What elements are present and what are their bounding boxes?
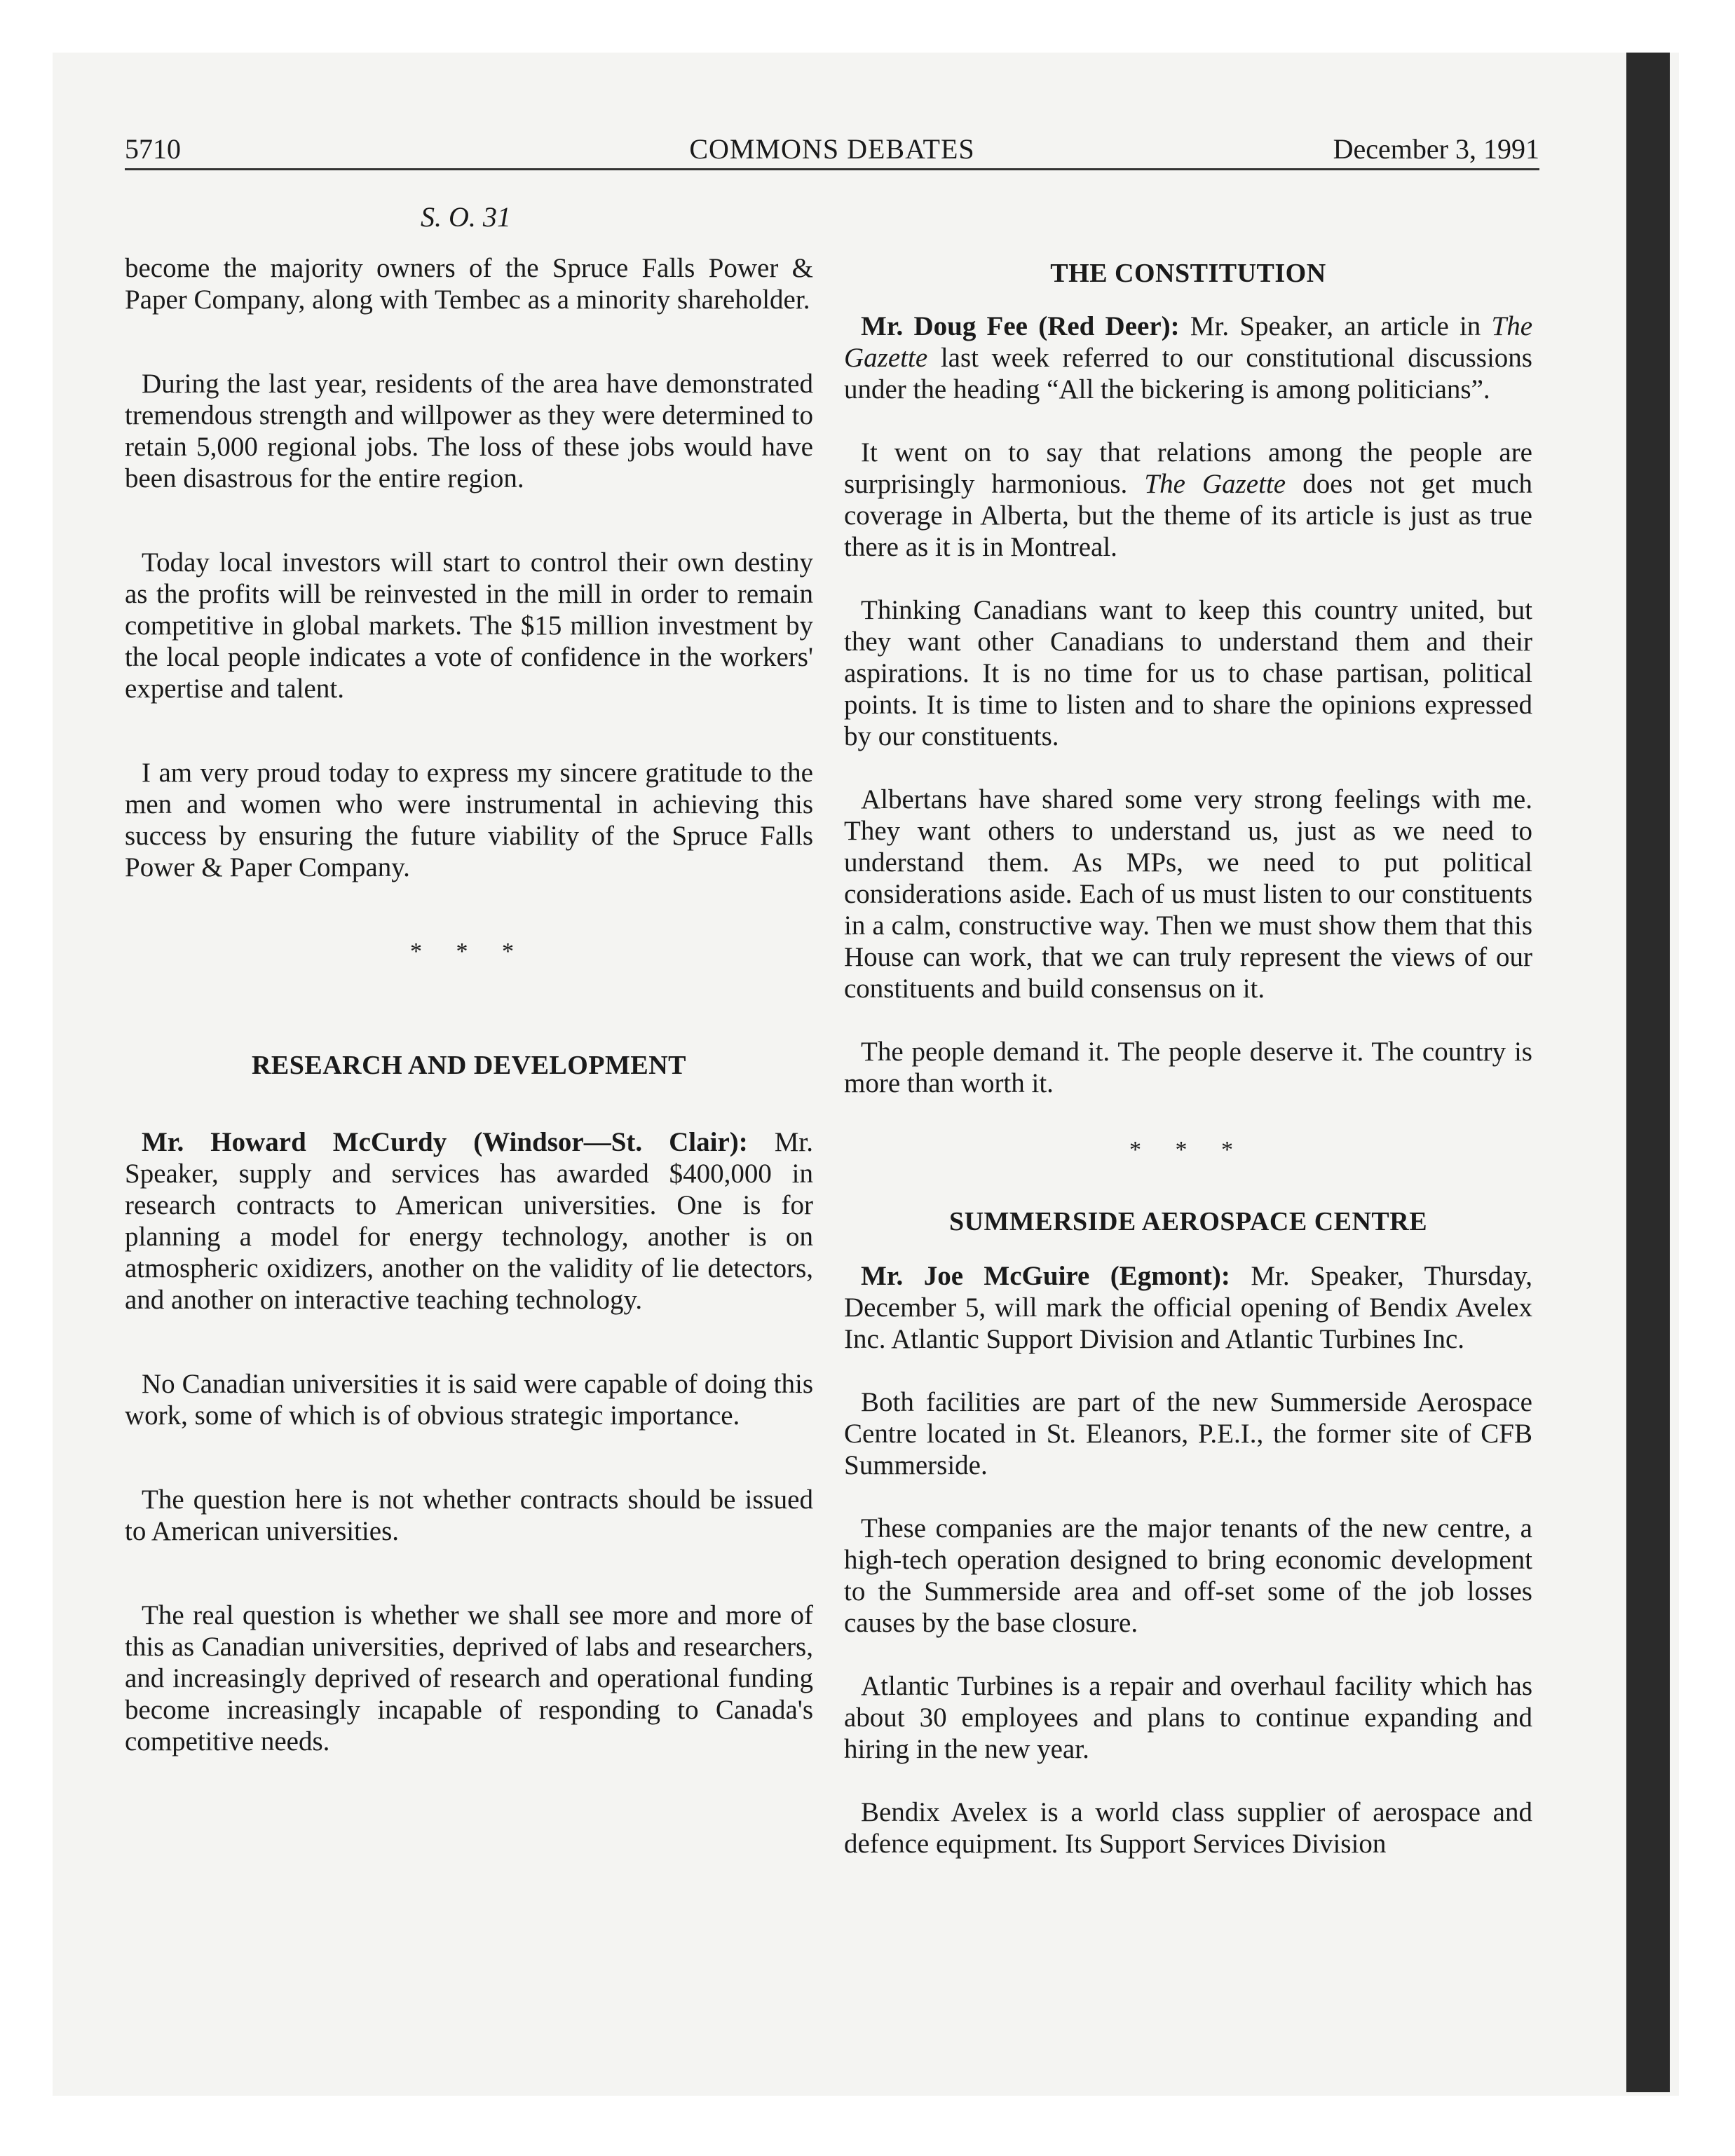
publication-name: The Gazette — [844, 311, 1533, 373]
speaker-name: Mr. Doug Fee (Red Deer): — [861, 311, 1180, 341]
paragraph-text: Mr. Speaker, supply and services has awarded $400,000 in research contracts to American universities. One is for planning a model for energy technology, another is on atmospheric oxidizers, another on the validity of lie detectors, and another on interactive teaching technology. — [125, 1127, 813, 1315]
speaker-name: Mr. Howard McCurdy (Windsor—St. Clair): — [142, 1127, 748, 1157]
paragraph: Today local investors will start to control their own destiny as the profits will be reinvested in the mill in order to remain competitive in global markets. The $15 million investment by the local people indicates a vote of confidence in the workers' expertise and talent. — [125, 547, 813, 704]
section-heading: RESEARCH AND DEVELOPMENT — [251, 1051, 687, 1080]
paragraph-text: does not get much coverage in Alberta, but the theme of its article is just as true there as it is in Montreal. — [844, 469, 1533, 562]
speaker-name: Mr. Joe McGuire (Egmont): — [861, 1261, 1230, 1291]
section-heading: THE CONSTITUTION — [1050, 259, 1326, 288]
paragraph: The real question is whether we shall see more and more of this as Canadian universities, deprived of labs and researchers, and increasingly deprived of research and operational funding become increasingly incapable of responding to Canada's competitive needs. — [125, 1600, 813, 1756]
paragraph-text: last week referred to our constitutional discussions under the heading “All the bickering is among politicians”. — [844, 343, 1532, 404]
header-rule — [125, 168, 1539, 170]
page-header — [125, 130, 1539, 168]
paragraph: I am very proud today to express my sincere gratitude to the men and women who were instrumental in achieving this success by ensuring the future viability of the Spruce Falls Power & Paper Company. — [125, 758, 813, 882]
right-column — [844, 252, 1532, 1860]
section-separator: * * * — [410, 939, 528, 964]
page-number: 5710 — [125, 133, 181, 165]
standing-order-label: S. O. 31 — [421, 201, 511, 233]
paragraph: Both facilities are part of the new Summerside Aerospace Centre located in St. Eleanors, P.E.I., the former site of CFB Summerside. — [844, 1387, 1532, 1480]
paragraph: Albertans have shared some very strong feelings with me. They want others to understand us, just as we need to understand them. As MPs, we need to put political considerations aside. Each of us must listen to our constituents in a calm, constructive way. Then we must show them that this House can work, that we can truly represent the views of our constituents and build consensus on it. — [844, 784, 1532, 1004]
publication-title: COMMONS DEBATES — [689, 133, 975, 165]
paragraph-text: It went on to say that relations among the people are surprisingly harmonious. — [844, 437, 1532, 499]
left-column — [125, 252, 813, 1757]
paragraph-text: Mr. Speaker, an article in — [1190, 311, 1481, 341]
scan-edge-shadow — [1626, 53, 1670, 2092]
paragraph: No Canadian universities it is said were capable of doing this work, some of which is of obvious strategic importance. — [125, 1369, 813, 1431]
paragraph: Bendix Avelex is a world class supplier of aerospace and defence equipment. Its Support Services Division — [844, 1797, 1532, 1859]
paragraph: become the majority owners of the Spruce Falls Power & Paper Company, along with Tembec as a minority shareholder. — [125, 253, 813, 315]
publication-name: The Gazette — [1144, 469, 1286, 499]
paragraph: The people demand it. The people deserve it. The country is more than worth it. — [844, 1037, 1532, 1098]
paragraph: During the last year, residents of the area have demonstrated tremendous strength and willpower as they were determined to retain 5,000 regional jobs. The loss of these jobs would have been disastrous for the entire region. — [125, 369, 813, 493]
session-date: December 3, 1991 — [1333, 133, 1539, 165]
paragraph: The question here is not whether contracts should be issued to American universities. — [125, 1485, 813, 1546]
paragraph: Thinking Canadians want to keep this country united, but they want other Canadians to understand them and their aspirations. It is no time for us to chase partisan, political points. It is time to listen and to share the opinions expressed by our constituents. — [844, 595, 1532, 751]
paragraph-text: Mr. Speaker, Thursday, December 5, will mark the official opening of Bendix Avelex Inc. Atlantic Support Division and Atlantic Turbines Inc. — [844, 1261, 1533, 1354]
section-heading: SUMMERSIDE AEROSPACE CENTRE — [948, 1207, 1428, 1236]
paragraph: These companies are the major tenants of the new centre, a high-tech operation designed to bring economic development to the Summerside area and off-set some of the job losses causes by the base closure. — [844, 1513, 1532, 1638]
paragraph: Atlantic Turbines is a repair and overhaul facility which has about 30 employees and plans to continue expanding and hiring in the new year. — [844, 1671, 1532, 1764]
section-separator: * * * — [1129, 1137, 1247, 1163]
